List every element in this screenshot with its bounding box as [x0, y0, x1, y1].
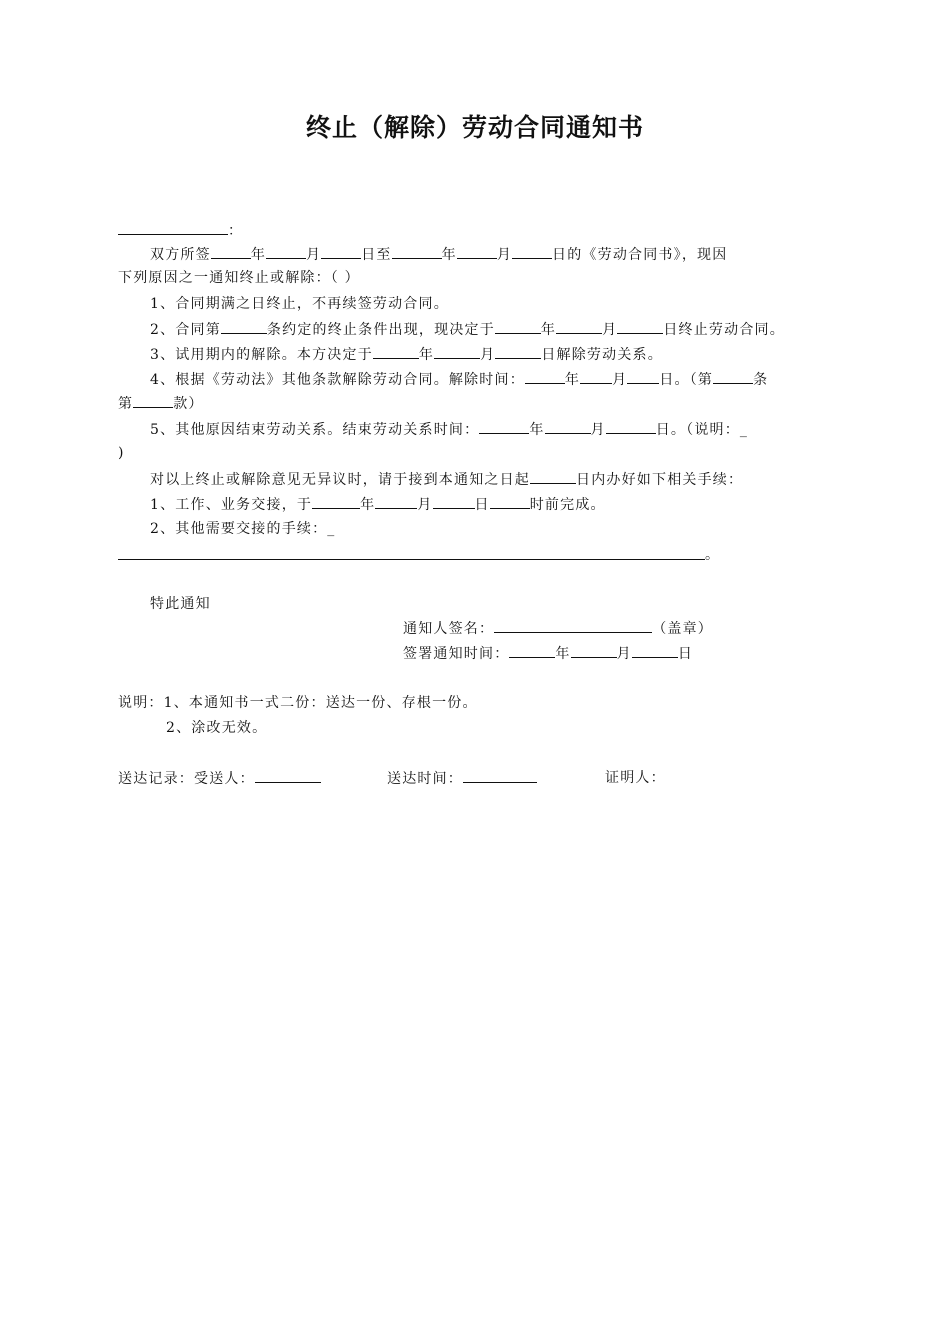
- handover-day-blank[interactable]: [433, 494, 475, 509]
- item-4-cont: 第 款）: [118, 393, 204, 414]
- procedure-2: 2、其他需要交接的手续：_: [150, 521, 336, 537]
- item4-year-blank[interactable]: [525, 369, 565, 384]
- end-mark: 。: [705, 547, 721, 563]
- item-3: 3、试用期内的解除。本方决定于 年 月 日解除劳动关系。: [150, 344, 663, 365]
- note-1: 说明：1、本通知书一式二份：送达一份、存根一份。: [118, 695, 478, 711]
- end-month-blank[interactable]: [457, 244, 497, 259]
- item4-article-blank[interactable]: [713, 369, 753, 384]
- intro-line-1: 双方所签 年 月 日至 年 月 日的《劳动合同书》，现因: [150, 244, 727, 265]
- witness: 证明人：: [605, 770, 666, 786]
- item5-month-blank[interactable]: [545, 419, 591, 434]
- item-5: 5、其他原因结束劳动关系。结束劳动关系时间： 年 月 日。（说明：_: [150, 419, 748, 440]
- sign-year-blank[interactable]: [509, 643, 555, 658]
- signer-blank[interactable]: [494, 618, 652, 633]
- item3-day-blank[interactable]: [495, 344, 541, 359]
- item5-year-blank[interactable]: [479, 419, 529, 434]
- clause-number-blank[interactable]: [221, 319, 267, 334]
- item4-month-blank[interactable]: [580, 369, 612, 384]
- intro-line-2: 下列原因之一通知终止或解除：（ ）: [118, 270, 360, 286]
- handover-year-blank[interactable]: [312, 494, 360, 509]
- item5-day-blank[interactable]: [606, 419, 656, 434]
- delivery-time: 送达时间：: [387, 768, 537, 789]
- special-notice: 特此通知: [150, 596, 211, 612]
- document-title: 终止（解除）劳动合同通知书: [305, 113, 644, 142]
- item2-day-blank[interactable]: [617, 319, 663, 334]
- other-procedures-blank[interactable]: [118, 559, 705, 560]
- delivery-time-blank[interactable]: [463, 768, 537, 783]
- item-4: 4、根据《劳动法》其他条款解除劳动合同。解除时间： 年 月 日。（第 条: [150, 369, 768, 390]
- item-1: 1、合同期满之日终止，不再续签劳动合同。: [150, 296, 449, 312]
- signer-line: 通知人签名： （盖章）: [403, 618, 713, 639]
- sign-day-blank[interactable]: [632, 643, 678, 658]
- days-blank[interactable]: [530, 469, 576, 484]
- item3-year-blank[interactable]: [373, 344, 419, 359]
- handover-hour-blank[interactable]: [490, 494, 530, 509]
- sign-month-blank[interactable]: [571, 643, 617, 658]
- procedure-1: 1、工作、业务交接，于 年 月 日 时前完成。: [150, 494, 606, 515]
- addressee-line: ：: [118, 220, 243, 241]
- item2-year-blank[interactable]: [495, 319, 541, 334]
- delivery-record: 送达记录：受送人：: [118, 768, 321, 789]
- item2-month-blank[interactable]: [556, 319, 602, 334]
- addressee-blank[interactable]: [118, 220, 228, 235]
- sign-time-line: 签署通知时间： 年 月 日: [403, 643, 693, 664]
- item4-day-blank[interactable]: [627, 369, 659, 384]
- end-year-blank[interactable]: [392, 244, 442, 259]
- procedures-intro: 对以上终止或解除意见无异议时，请于接到本通知之日起 日内办好如下相关手续：: [150, 469, 743, 490]
- start-year-blank[interactable]: [211, 244, 251, 259]
- handover-month-blank[interactable]: [375, 494, 417, 509]
- start-month-blank[interactable]: [266, 244, 306, 259]
- item-2: 2、合同第 条约定的终止条件出现，现决定于 年 月 日终止劳动合同。: [150, 319, 785, 340]
- recipient-blank[interactable]: [255, 768, 321, 783]
- note-2: 2、涂改无效。: [166, 720, 268, 736]
- item4-section-blank[interactable]: [133, 393, 173, 408]
- start-day-blank[interactable]: [321, 244, 361, 259]
- item-5-cont: ): [118, 445, 125, 461]
- end-day-blank[interactable]: [512, 244, 552, 259]
- item3-month-blank[interactable]: [434, 344, 480, 359]
